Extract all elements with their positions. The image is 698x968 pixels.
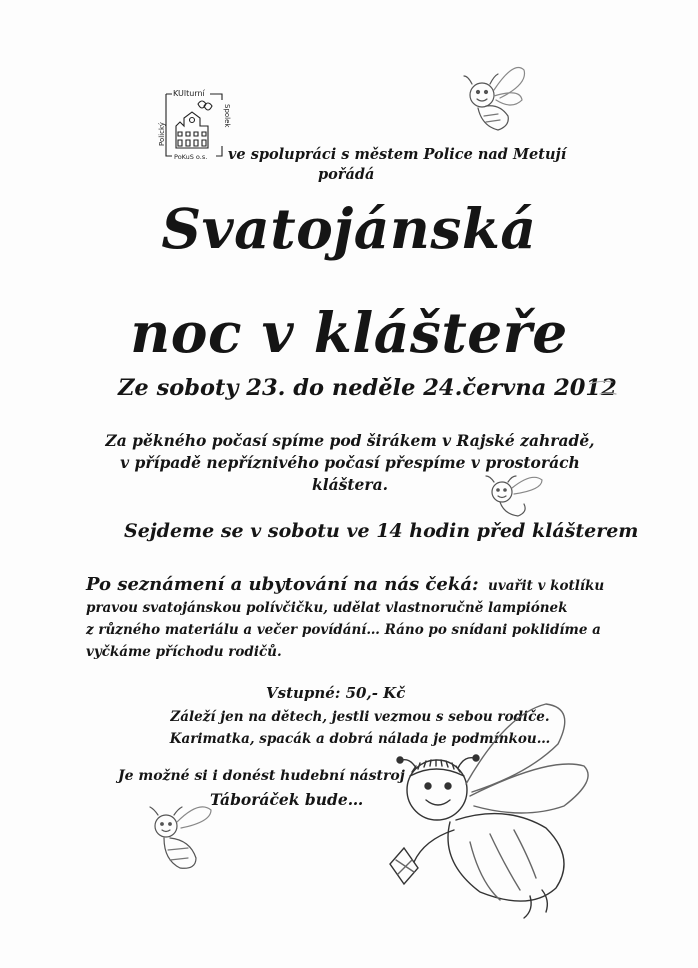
- cooperation-line: ve spolupráci s městem Police nad Metují: [228, 146, 567, 163]
- title-line-2: noc v klášteře: [130, 300, 568, 365]
- meeting-time: Sejdeme se v sobotu ve 14 hodin před klášterem: [124, 520, 639, 542]
- notes-paragraph: [150, 706, 570, 750]
- logo-right-text: Spolek: [223, 104, 231, 128]
- weather-line-1: Za pěkného počasí spíme pod širákem v Rajské zahradě,: [105, 431, 595, 450]
- campfire-note: Táboráček bude…: [210, 790, 364, 809]
- logo-bottom-text: PoKuS o.s.: [174, 153, 208, 161]
- program-line-2: pravou svatojánskou polívčičku, udělat vlastnoručně lampiónek: [86, 600, 568, 616]
- program-line-4: vyčkáme příchodu rodičů.: [86, 644, 282, 660]
- logo-top-text: KUlturní: [173, 89, 205, 98]
- title-line-1: Svatojánská: [161, 196, 537, 261]
- event-dates: Ze soboty 23. do neděle 24.června 2012: [118, 375, 617, 401]
- notes-line-2: Karimatka, spacák a dobrá nálada je podmínkou…: [169, 731, 551, 747]
- program-paragraph: [86, 574, 646, 663]
- program-line-3: z různého materiálu a večer povídání… Ráno po snídani poklidíme a: [86, 622, 601, 638]
- presents-line: pořádá: [318, 166, 375, 183]
- pokus-logo: [158, 86, 230, 164]
- weather-paragraph: [80, 430, 620, 496]
- entry-fee: Vstupné: 50,- Kč: [266, 684, 406, 702]
- weather-line-3: kláštera.: [311, 475, 389, 494]
- program-line-1: [86, 574, 646, 597]
- notes-line-1: Záleží jen na dětech, jestli vezmou s sebou rodiče.: [170, 709, 550, 725]
- bee-top-right-icon: [464, 68, 525, 131]
- bee-bottom-left-icon: [150, 807, 211, 868]
- instrument-note: Je možné si i donést hudební nástroj: [118, 768, 405, 784]
- weather-line-2: v případě nepříznivého počasí přespíme v prostorách: [120, 453, 580, 472]
- program-lead: Po seznámení a ubytování na nás čeká:: [86, 574, 479, 595]
- program-line-1-rest: uvařit v kotlíku: [488, 578, 605, 594]
- logo-left-text: Polický: [158, 122, 166, 146]
- pokus-logo-graphic: [158, 86, 230, 164]
